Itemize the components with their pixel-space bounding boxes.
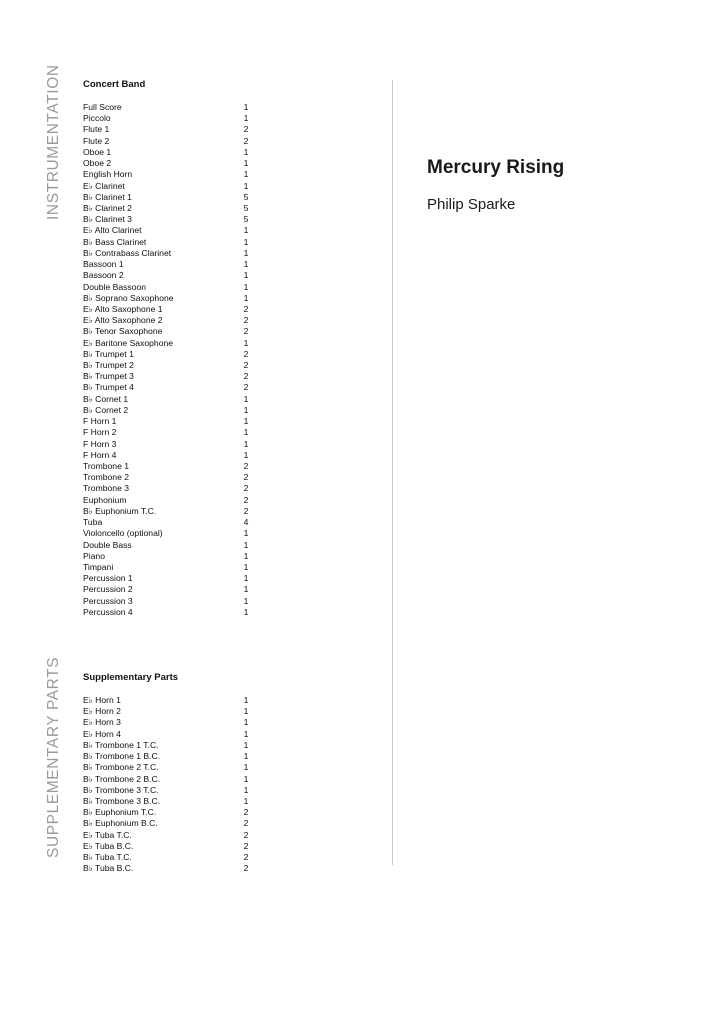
part-name: F Horn 3 (83, 438, 117, 449)
part-quantity: 1 (243, 427, 249, 438)
supplementary-parts-heading: Supplementary Parts (83, 672, 179, 683)
part-name: E♭ Alto Saxophone 1 (83, 303, 163, 314)
part-name: English Horn (83, 169, 133, 180)
part-name: Trombone 2 (83, 472, 130, 483)
supplementary-parts-section (83, 672, 258, 875)
composer-name: Philip Sparke (427, 196, 516, 213)
part-quantity: 1 (243, 795, 249, 806)
part-quantity: 2 (243, 326, 249, 337)
part-name: B♭ Trumpet 3 (83, 371, 134, 382)
part-row (83, 573, 258, 584)
part-name: B♭ Cornet 1 (83, 393, 129, 404)
part-quantity: 1 (243, 695, 249, 705)
part-quantity: 1 (243, 773, 249, 784)
part-name: Tuba (83, 517, 103, 528)
part-quantity: 1 (243, 438, 249, 449)
part-name: Flute 2 (83, 135, 110, 146)
part-name: E♭ Horn 3 (83, 717, 121, 728)
part-quantity: 2 (243, 371, 249, 382)
part-quantity: 2 (243, 505, 249, 516)
part-row (83, 405, 258, 416)
part-row (83, 540, 258, 551)
part-row (83, 124, 258, 135)
part-row (83, 830, 258, 841)
part-row (83, 841, 258, 852)
part-quantity: 1 (243, 270, 249, 281)
supplementary-parts-list (83, 695, 258, 875)
part-row (83, 695, 258, 706)
part-name: Trombone 3 (83, 483, 130, 494)
part-quantity: 1 (243, 146, 249, 157)
part-name: B♭ Soprano Saxophone (83, 292, 174, 303)
part-quantity: 1 (243, 102, 249, 112)
part-quantity: 4 (243, 517, 249, 528)
part-name: B♭ Trombone 3 T.C. (83, 784, 159, 795)
part-quantity: 1 (243, 595, 249, 606)
part-row (83, 517, 258, 528)
part-name: Violoncello (optional) (83, 528, 163, 539)
part-name: B♭ Trumpet 1 (83, 348, 134, 359)
part-name: E♭ Tuba B.C. (83, 840, 134, 851)
part-name: B♭ Trombone 1 T.C. (83, 739, 159, 750)
part-name: Timpani (83, 561, 114, 572)
part-name: Piano (83, 550, 105, 561)
part-quantity: 1 (243, 416, 249, 427)
part-name: Percussion 3 (83, 595, 133, 606)
part-quantity: 2 (243, 852, 249, 863)
part-row (83, 136, 258, 147)
part-quantity: 2 (243, 461, 249, 471)
piece-title: Mercury Rising (427, 157, 565, 178)
part-row (83, 483, 258, 494)
part-quantity: 1 (243, 337, 249, 348)
part-row (83, 326, 258, 337)
part-name: Percussion 2 (83, 584, 133, 595)
part-name: E♭ Clarinet (83, 180, 125, 191)
part-row (83, 607, 258, 618)
part-row (83, 796, 258, 807)
part-row (83, 382, 258, 393)
part-quantity: 1 (243, 169, 249, 180)
part-row (83, 807, 258, 818)
part-name: Double Bass (83, 539, 132, 550)
part-row (83, 717, 258, 728)
part-row (83, 282, 258, 293)
part-row (83, 416, 258, 427)
part-row (83, 596, 258, 607)
part-quantity: 2 (243, 863, 249, 874)
part-row (83, 304, 258, 315)
part-quantity: 1 (243, 539, 249, 550)
part-quantity: 1 (243, 784, 249, 795)
part-quantity: 2 (243, 472, 249, 483)
part-row (83, 349, 258, 360)
part-quantity: 1 (243, 728, 249, 739)
part-quantity: 2 (243, 807, 249, 818)
part-quantity: 1 (243, 225, 249, 236)
part-name: Flute 1 (83, 124, 110, 135)
part-quantity: 5 (243, 191, 249, 202)
part-name: B♭ Trumpet 4 (83, 382, 134, 393)
part-quantity: 2 (243, 348, 249, 359)
part-quantity: 2 (243, 360, 249, 371)
part-row (83, 706, 258, 717)
vertical-divider (392, 80, 393, 865)
part-row (83, 852, 258, 863)
part-name: B♭ Tuba T.C. (83, 852, 132, 863)
part-row (83, 740, 258, 751)
part-name: Double Bassoon (83, 281, 147, 292)
part-name: Oboe 1 (83, 146, 112, 157)
part-quantity: 2 (243, 315, 249, 326)
part-row (83, 248, 258, 259)
part-quantity: 1 (243, 281, 249, 292)
part-quantity: 1 (243, 449, 249, 460)
part-name: Oboe 2 (83, 158, 112, 169)
part-quantity: 1 (243, 706, 249, 717)
part-quantity: 1 (243, 236, 249, 247)
part-name: B♭ Euphonium T.C. (83, 505, 157, 516)
part-name: B♭ Trumpet 2 (83, 360, 134, 371)
part-name: F Horn 2 (83, 427, 117, 438)
part-quantity: 1 (243, 561, 249, 572)
part-row (83, 551, 258, 562)
part-quantity: 2 (243, 303, 249, 314)
part-quantity: 1 (243, 717, 249, 728)
part-name: Full Score (83, 102, 122, 112)
concert-band-parts-list (83, 102, 258, 618)
part-quantity: 2 (243, 135, 249, 146)
part-quantity: 2 (243, 818, 249, 829)
part-row (83, 584, 258, 595)
part-name: B♭ Tuba B.C. (83, 863, 134, 874)
part-row (83, 461, 258, 472)
part-row (83, 158, 258, 169)
part-row (83, 506, 258, 517)
part-row (83, 729, 258, 740)
part-row (83, 203, 258, 214)
part-name: E♭ Horn 4 (83, 728, 121, 739)
part-name: B♭ Trombone 3 B.C. (83, 795, 161, 806)
part-name: B♭ Trombone 1 B.C. (83, 751, 161, 762)
part-row (83, 102, 258, 113)
part-quantity: 2 (243, 840, 249, 851)
part-name: B♭ Clarinet 1 (83, 191, 132, 202)
part-row (83, 293, 258, 304)
part-row (83, 181, 258, 192)
part-name: Bassoon 2 (83, 270, 124, 281)
part-name: B♭ Trombone 2 B.C. (83, 773, 161, 784)
part-row (83, 818, 258, 829)
part-row (83, 562, 258, 573)
part-quantity: 1 (243, 528, 249, 539)
part-quantity: 5 (243, 214, 249, 225)
part-name: E♭ Alto Clarinet (83, 225, 142, 236)
part-row (83, 427, 258, 438)
part-row (83, 259, 258, 270)
part-quantity: 2 (243, 829, 249, 840)
part-row (83, 270, 258, 281)
part-quantity: 1 (243, 762, 249, 773)
part-row (83, 528, 258, 539)
part-name: Percussion 4 (83, 606, 133, 617)
part-quantity: 1 (243, 739, 249, 750)
part-row (83, 472, 258, 483)
part-quantity: 2 (243, 382, 249, 393)
part-row (83, 439, 258, 450)
part-quantity: 1 (243, 180, 249, 191)
part-name: E♭ Tuba T.C. (83, 829, 132, 840)
part-name: E♭ Alto Saxophone 2 (83, 315, 163, 326)
part-row (83, 863, 258, 874)
concert-band-section (83, 79, 258, 618)
part-name: Bassoon 1 (83, 259, 124, 270)
part-quantity: 1 (243, 247, 249, 258)
supplementary-parts-side-label: SUPPLEMENTARY PARTS (45, 656, 62, 858)
part-name: F Horn 1 (83, 416, 117, 427)
part-row (83, 371, 258, 382)
part-name: B♭ Tenor Saxophone (83, 326, 163, 337)
part-quantity: 2 (243, 494, 249, 505)
part-quantity: 1 (243, 404, 249, 415)
part-row (83, 214, 258, 225)
part-row (83, 762, 258, 773)
part-quantity: 1 (243, 606, 249, 617)
part-name: B♭ Clarinet 2 (83, 202, 132, 213)
part-name: Trombone 1 (83, 461, 130, 471)
part-name: B♭ Clarinet 3 (83, 214, 132, 225)
part-quantity: 2 (243, 483, 249, 494)
part-name: B♭ Contrabass Clarinet (83, 247, 172, 258)
part-row (83, 225, 258, 236)
part-name: B♭ Bass Clarinet (83, 236, 147, 247)
part-name: B♭ Euphonium B.C. (83, 818, 158, 829)
part-name: F Horn 4 (83, 449, 117, 460)
part-name: B♭ Euphonium T.C. (83, 807, 157, 818)
part-quantity: 1 (243, 292, 249, 303)
part-row (83, 169, 258, 180)
part-name: Piccolo (83, 113, 111, 124)
part-row (83, 450, 258, 461)
part-row (83, 113, 258, 124)
part-quantity: 1 (243, 393, 249, 404)
part-quantity: 1 (243, 259, 249, 270)
instrumentation-side-label: INSTRUMENTATION (45, 64, 62, 220)
part-quantity: 1 (243, 550, 249, 561)
part-name: E♭ Horn 1 (83, 695, 121, 705)
part-quantity: 1 (243, 158, 249, 169)
part-name: B♭ Trombone 2 T.C. (83, 762, 159, 773)
part-row (83, 147, 258, 158)
part-row (83, 751, 258, 762)
part-quantity: 2 (243, 124, 249, 135)
part-row (83, 360, 258, 371)
part-row (83, 315, 258, 326)
part-row (83, 192, 258, 203)
part-name: E♭ Baritone Saxophone (83, 337, 174, 348)
part-quantity: 1 (243, 751, 249, 762)
part-name: Euphonium (83, 494, 127, 505)
part-quantity: 1 (243, 584, 249, 595)
part-row (83, 237, 258, 248)
part-name: B♭ Cornet 2 (83, 404, 129, 415)
part-quantity: 5 (243, 202, 249, 213)
part-row (83, 338, 258, 349)
part-row (83, 785, 258, 796)
part-row (83, 774, 258, 785)
part-quantity: 1 (243, 113, 249, 124)
concert-band-heading: Concert Band (83, 79, 146, 90)
part-row (83, 394, 258, 405)
part-name: E♭ Horn 2 (83, 706, 121, 717)
part-row (83, 495, 258, 506)
part-quantity: 1 (243, 573, 249, 584)
part-name: Percussion 1 (83, 573, 133, 584)
